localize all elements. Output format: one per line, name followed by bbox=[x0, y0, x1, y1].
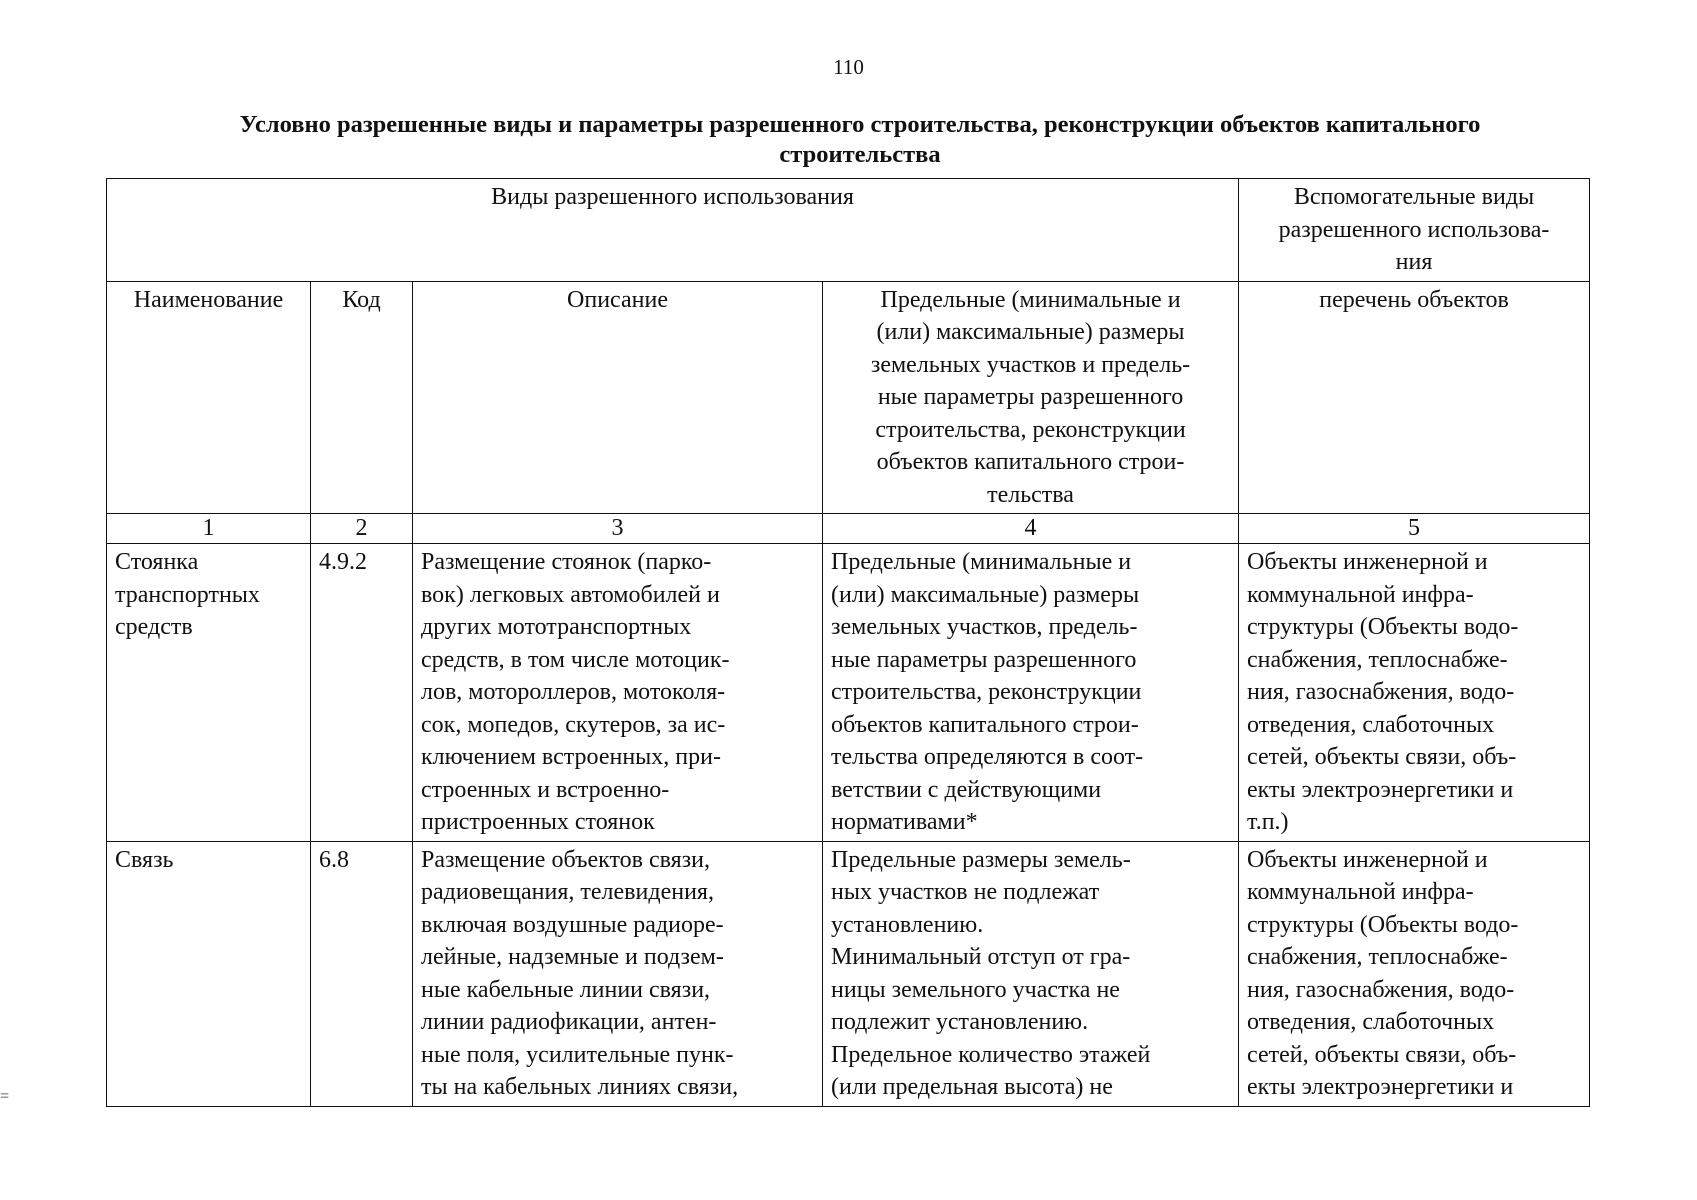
row-description: Размещение объектов связи, радиовещания, телевидения, включая воздушные радиоре- лейные, надземные и подзем- ные кабельные линии связи, линии радиофикации, антен- ные поля, усилительные пунк- ты на кабельных линиях связи, bbox=[413, 841, 823, 1106]
column-number: 3 bbox=[413, 514, 823, 544]
column-number: 4 bbox=[823, 514, 1239, 544]
row-limits: Предельные (минимальные и (или) максимальные) размеры земельных участков, предель- ные параметры разрешенного строительства, реконструкции объектов капитального строи- тельства определяются в соот- ветствии с действующими нормативами* bbox=[823, 544, 1239, 842]
header-limits: Предельные (минимальные и (или) максимальные) размеры земельных участков и предель- ные параметры разрешенного строительства, реконструкции объектов капитального строи- тельства bbox=[823, 281, 1239, 514]
column-number: 5 bbox=[1239, 514, 1590, 544]
margin-mark: = bbox=[0, 1088, 10, 1105]
row-code: 6.8 bbox=[311, 841, 413, 1106]
group-header-auxiliary: Вспомогательные виды разрешенного использова- ния bbox=[1239, 179, 1590, 282]
header-objects: перечень объектов bbox=[1239, 281, 1590, 514]
table-row bbox=[107, 841, 1590, 1106]
row-name: Стоянка транспортных средств bbox=[107, 544, 311, 842]
row-limits: Предельные размеры земель- ных участков не подлежат установлению. Минимальный отступ от гра- ницы земельного участка не подлежит установлению. Предельное количество этажей (или предельная высота) не bbox=[823, 841, 1239, 1106]
row-description: Размещение стоянок (парко- вок) легковых автомобилей и других мототранспортных средств, в том числе мотоцик- лов, мотороллеров, мотоколя- сок, мопедов, скутеров, за ис- ключением встроенных, при- строенных и встроенно- пристроенных стоянок bbox=[413, 544, 823, 842]
column-number: 2 bbox=[311, 514, 413, 544]
group-header-row bbox=[107, 179, 1590, 282]
header-description: Описание bbox=[413, 281, 823, 514]
header-code: Код bbox=[311, 281, 413, 514]
header-name: Наименование bbox=[107, 281, 311, 514]
column-header-row bbox=[107, 281, 1590, 514]
column-number: 1 bbox=[107, 514, 311, 544]
row-code: 4.9.2 bbox=[311, 544, 413, 842]
table-row bbox=[107, 544, 1590, 842]
permitted-use-table bbox=[106, 178, 1590, 1107]
document-title-line-1: Условно разрешенные виды и параметры разрешенного строительства, реконструкции объектов капитального bbox=[239, 111, 1481, 138]
group-header-main: Виды разрешенного использования bbox=[107, 179, 1239, 282]
page-number: 110 bbox=[833, 55, 864, 79]
document-title-line-2: строительства bbox=[779, 141, 941, 168]
document-title bbox=[120, 110, 1600, 170]
row-objects: Объекты инженерной и коммунальной инфра- структуры (Объекты водо- снабжения, теплоснабже- ния, газоснабжения, водо- отведения, слаботочных сетей, объекты связи, объ- екты электроэнергетики и bbox=[1239, 841, 1590, 1106]
row-name: Связь bbox=[107, 841, 311, 1106]
row-objects: Объекты инженерной и коммунальной инфра- структуры (Объекты водо- снабжения, теплоснабже- ния, газоснабжения, водо- отведения, слаботочных сетей, объекты связи, объ- екты электроэнергетики и т.п.) bbox=[1239, 544, 1590, 842]
column-number-row bbox=[107, 514, 1590, 544]
